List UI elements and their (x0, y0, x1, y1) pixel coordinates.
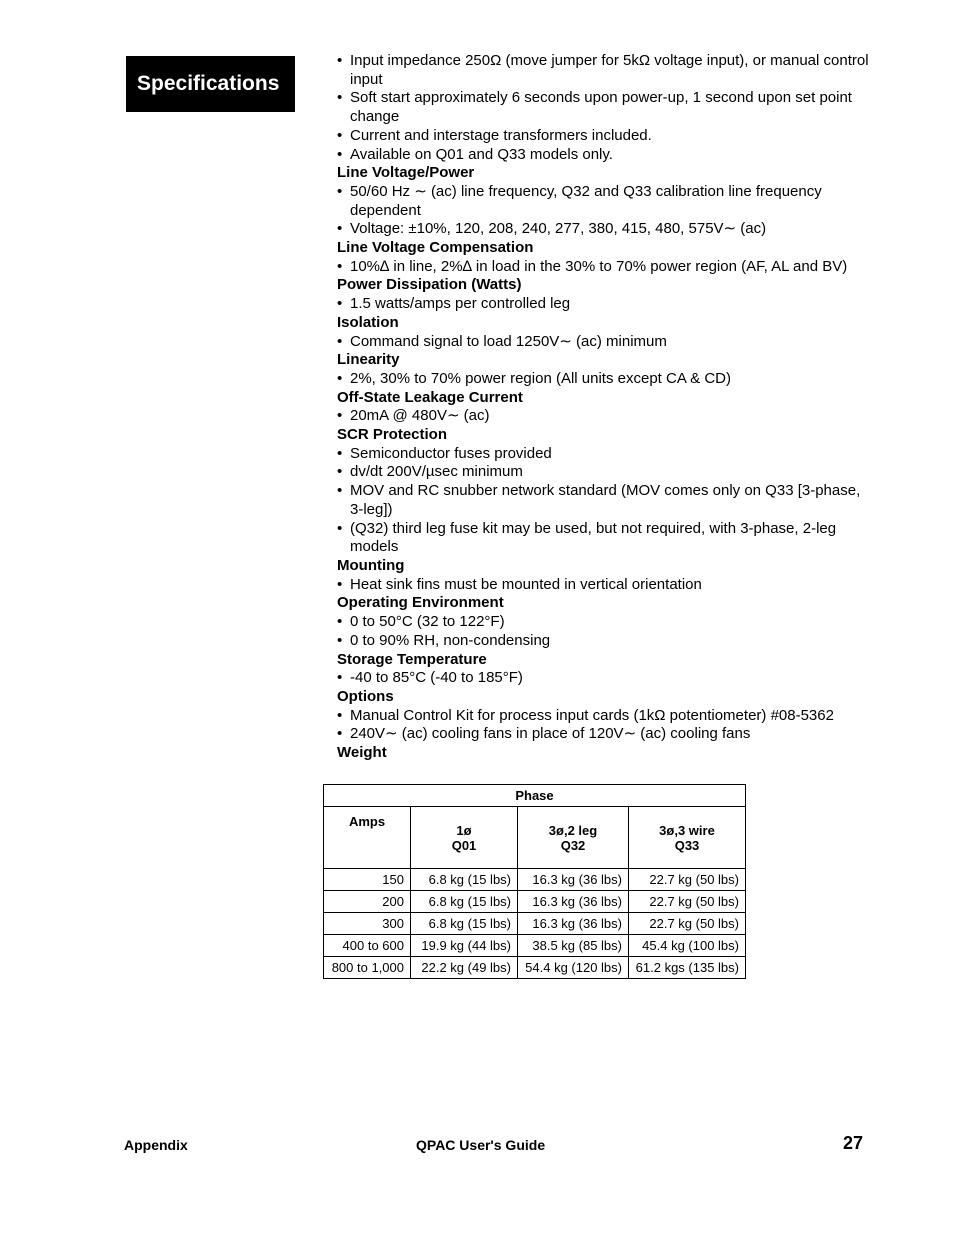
section-heading: Power Dissipation (Watts) (337, 276, 522, 294)
section-heading: Isolation (337, 313, 399, 331)
list-item: • -40 to 85°C (-40 to 185°F) (337, 669, 872, 688)
list-item: • Available on Q01 and Q33 models only. (337, 146, 872, 165)
footer-section: Appendix (124, 1137, 188, 1153)
amps-cell: 150 (324, 869, 411, 891)
list-item: • Input impedance 250Ω (move jumper for 5kΩ voltage input), or manual control input (337, 52, 872, 89)
list-item: • 50/60 Hz ∼ (ac) line frequency, Q32 and Q33 calibration line frequency dependent (337, 183, 872, 220)
section-heading: Linearity (337, 351, 400, 369)
column-header (411, 807, 518, 869)
column-header-line: 1ø (456, 822, 472, 838)
section-heading: Off-State Leakage Current (337, 388, 523, 406)
bullet-list (337, 333, 872, 352)
weight-cell: 6.8 kg (15 lbs) (411, 891, 518, 913)
bullet-list (337, 669, 872, 688)
weight-table (323, 784, 746, 979)
specifications-content (337, 52, 872, 763)
section-heading: Line Voltage/Power (337, 164, 475, 182)
section-heading: Weight (337, 744, 387, 762)
table-row (324, 869, 746, 891)
section-tab-label: Specifications (137, 72, 280, 95)
list-item: • Soft start approximately 6 seconds upon power-up, 1 second upon set point change (337, 89, 872, 126)
amps-cell: 200 (324, 891, 411, 913)
column-header-model: Q01 (451, 837, 477, 853)
bullet-list (337, 576, 872, 595)
column-header (518, 807, 629, 869)
weight-cell: 16.3 kg (36 lbs) (518, 869, 629, 891)
weight-cell: 54.4 kg (120 lbs) (518, 957, 629, 979)
list-item: • Semiconductor fuses provided (337, 445, 872, 464)
weight-cell: 45.4 kg (100 lbs) (629, 935, 746, 957)
bullet-list (337, 445, 872, 557)
bullet-list (337, 183, 872, 239)
list-item: • Heat sink fins must be mounted in vertical orientation (337, 576, 872, 595)
table-row (324, 935, 746, 957)
section-heading: Storage Temperature (337, 650, 487, 668)
section-heading: SCR Protection (337, 426, 448, 444)
list-item: • 240V∼ (ac) cooling fans in place of 120V∼ (ac) cooling fans (337, 725, 872, 744)
weight-cell: 19.9 kg (44 lbs) (411, 935, 518, 957)
weight-cell: 6.8 kg (15 lbs) (411, 913, 518, 935)
column-header (629, 807, 746, 869)
list-item: • 1.5 watts/amps per controlled leg (337, 295, 872, 314)
continued-bullet-list (337, 52, 872, 164)
list-item: • 20mA @ 480V∼ (ac) (337, 407, 872, 426)
section-heading: Line Voltage Compensation (337, 239, 534, 257)
weight-cell: 22.7 kg (50 lbs) (629, 869, 746, 891)
amps-cell: 400 to 600 (324, 935, 411, 957)
list-item: • MOV and RC snubber network standard (MOV comes only on Q33 [3-phase, 3-leg]) (337, 482, 872, 519)
page-number: 27 (843, 1133, 864, 1153)
weight-cell: 22.7 kg (50 lbs) (629, 891, 746, 913)
section-heading: Options (337, 687, 394, 705)
list-item: • 2%, 30% to 70% power region (All units except CA & CD) (337, 370, 872, 389)
weight-cell: 61.2 kgs (135 lbs) (629, 957, 746, 979)
list-item: • Command signal to load 1250V∼ (ac) minimum (337, 333, 872, 352)
bullet-list (337, 613, 872, 650)
list-item: • 0 to 90% RH, non-condensing (337, 632, 872, 651)
bullet-list (337, 258, 872, 277)
bullet-list (337, 295, 872, 314)
weight-cell: 38.5 kg (85 lbs) (518, 935, 629, 957)
column-header-line: 3ø,3 wire (659, 822, 715, 838)
column-header-model: Q33 (674, 837, 700, 853)
column-header-model: Q32 (560, 837, 586, 853)
weight-cell: 22.2 kg (49 lbs) (411, 957, 518, 979)
weight-cell: 22.7 kg (50 lbs) (629, 913, 746, 935)
list-item: • 10%∆ in line, 2%∆ in load in the 30% to 70% power region (AF, AL and BV) (337, 258, 872, 277)
amps-cell: 300 (324, 913, 411, 935)
bullet-list (337, 407, 872, 426)
list-item: • dv/dt 200V/µsec minimum (337, 463, 872, 482)
weight-cell: 16.3 kg (36 lbs) (518, 913, 629, 935)
list-item: • (Q32) third leg fuse kit may be used, but not required, with 3-phase, 2-leg models (337, 520, 872, 557)
table-header-row (324, 807, 746, 869)
bullet-list (337, 370, 872, 389)
list-item: • Current and interstage transformers included. (337, 127, 872, 146)
bullet-list (337, 707, 872, 744)
table-header-row (324, 785, 746, 807)
column-header-line: 3ø,2 leg (548, 822, 598, 838)
section-heading: Mounting (337, 556, 405, 574)
footer-title: QPAC User's Guide (416, 1137, 546, 1153)
list-item: • 0 to 50°C (32 to 122°F) (337, 613, 872, 632)
list-item: • Manual Control Kit for process input cards (1kΩ potentiometer) #08-5362 (337, 707, 872, 726)
table-row (324, 913, 746, 935)
phase-header: Phase (324, 785, 746, 807)
amps-cell: 800 to 1,000 (324, 957, 411, 979)
section-heading: Operating Environment (337, 594, 504, 612)
section-tab (126, 56, 295, 112)
weight-cell: 16.3 kg (36 lbs) (518, 891, 629, 913)
table-row (324, 957, 746, 979)
table-row (324, 891, 746, 913)
weight-cell: 6.8 kg (15 lbs) (411, 869, 518, 891)
list-item: • Voltage: ±10%, 120, 208, 240, 277, 380, 415, 480, 575V∼ (ac) (337, 220, 872, 239)
amps-header: Amps (324, 807, 411, 869)
